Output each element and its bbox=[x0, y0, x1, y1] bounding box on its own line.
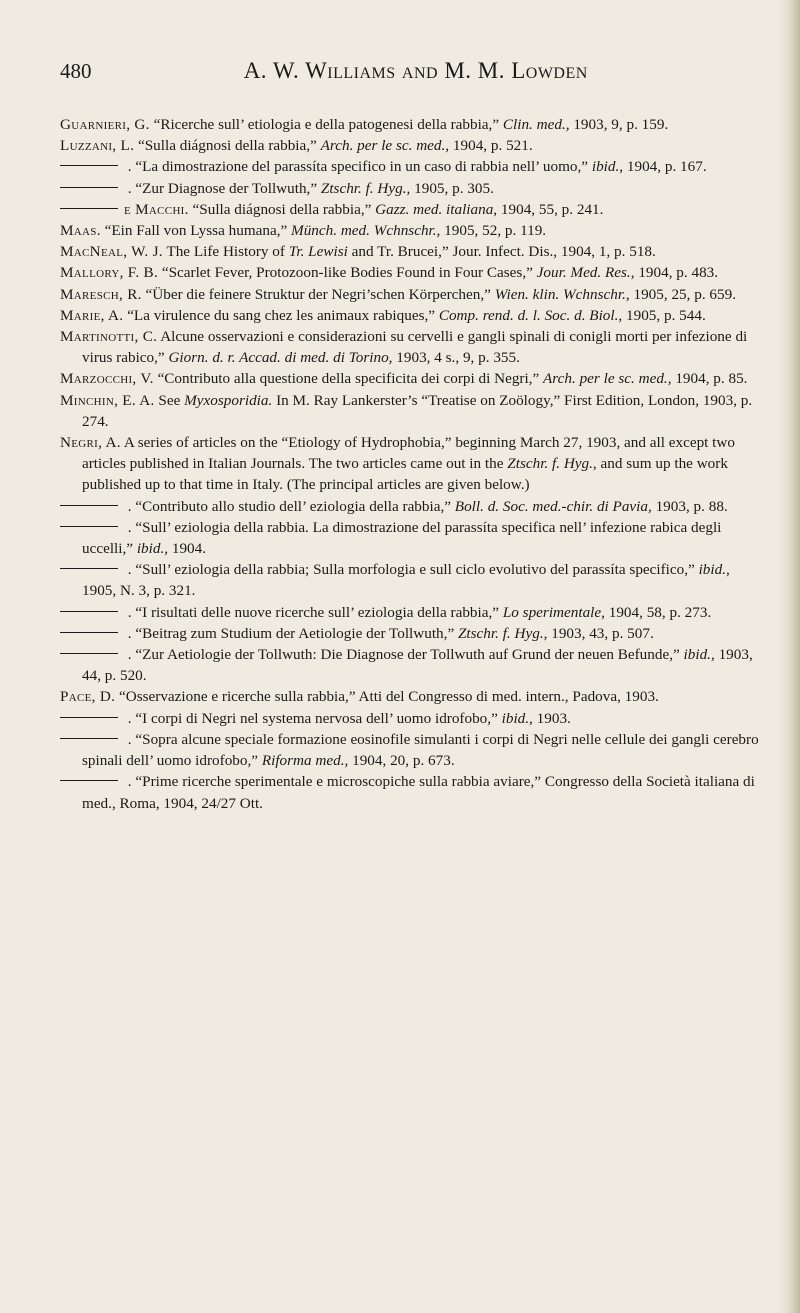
bibliography-entry bbox=[60, 326, 760, 368]
ditto-dash bbox=[60, 505, 118, 506]
entry-title: The Life History of bbox=[166, 243, 285, 261]
bibliography-entry bbox=[60, 135, 760, 156]
entry-title: . “Prime ricerche sperimentale e microscopiche sulla rabbia aviare,” Congresso della Società italiana di med., Roma, 1904, 24/27 Ott. bbox=[82, 773, 755, 812]
bibliography-entry bbox=[60, 729, 760, 771]
entry-title: “Osservazione e ricerche sulla rabbia,” Atti del Congresso di med. intern., Padova, 1903. bbox=[119, 688, 659, 706]
entry-title: “Ein Fall von Lyssa humana,” bbox=[104, 222, 288, 240]
entry-source: Ztschr. f. Hyg., bbox=[507, 455, 597, 473]
bibliography-entry bbox=[60, 368, 760, 389]
ditto-dash bbox=[60, 187, 118, 188]
bibliography-entry bbox=[60, 496, 760, 517]
bibliography-entry bbox=[60, 602, 760, 623]
entry-author: Mallory, F. B. bbox=[60, 264, 159, 282]
ditto-dash bbox=[60, 632, 118, 633]
entry-title: . “Sopra alcune speciale formazione eosinofile simulanti i corpi di Negri nelle cellule dei gangli cerebro spinali dell’ uomo idrofobo,” bbox=[82, 730, 759, 770]
entry-title: . “Zur Diagnose der Tollwuth,” bbox=[127, 179, 318, 197]
entry-author: Luzzani, L. bbox=[60, 137, 135, 155]
entry-source: Ztschr. f. Hyg., bbox=[320, 179, 411, 197]
entry-author: Maresch, R. bbox=[60, 285, 142, 303]
bibliography-entry bbox=[60, 623, 760, 644]
entry-title: . “Sull’ eziologia della rabbia; Sulla morfologia e sull ciclo evolutivo del parassíta specifico,” bbox=[127, 561, 695, 579]
ditto-dash bbox=[60, 717, 118, 718]
bibliography-entry bbox=[60, 517, 760, 559]
bibliography-entry bbox=[60, 708, 760, 729]
entry-details: 1903, p. 88. bbox=[655, 497, 728, 515]
entry-details: In M. Ray Lankerster’s “Treatise on Zoölogy,” First Edition, London, 1903, p. 274. bbox=[82, 391, 753, 430]
entry-source: ibid., bbox=[683, 646, 715, 664]
entry-title: “Ricerche sull’ etiologia e della patogenesi della rabbia,” bbox=[153, 116, 500, 133]
entry-title: . “Sull’ eziologia della rabbia. La dimostrazione del parassíta specifica nell’ infezione rabica degli uccelli,” bbox=[82, 518, 722, 558]
ditto-dash bbox=[60, 165, 118, 166]
entry-details: 1904, 55, p. 241. bbox=[500, 200, 604, 218]
entry-details: 1903, 9, p. 159. bbox=[573, 116, 669, 133]
entry-author: Negri, A. bbox=[60, 434, 121, 452]
entry-details: 1905, p. 544. bbox=[626, 306, 706, 324]
entry-title: . “Beitrag zum Studium der Aetiologie der Tollwuth,” bbox=[127, 624, 455, 642]
ditto-dash bbox=[60, 208, 118, 209]
entry-details: 1904, p. 85. bbox=[675, 370, 748, 388]
entry-details: and sum up the work published up to that time in Italy. (The principal articles are given below.) bbox=[82, 455, 728, 494]
entry-source: Lo sperimentale, bbox=[502, 603, 605, 621]
ditto-dash bbox=[60, 653, 118, 654]
entry-author: Maas. bbox=[60, 222, 101, 240]
entry-title: Alcune osservazioni e considerazioni su cervelli e gangli spinali di conigli morti per infezione di virus rabico,” bbox=[82, 328, 748, 367]
bibliography-entry bbox=[60, 220, 760, 241]
entry-title: . “Zur Aetiologie der Tollwuth: Die Diagnose der Tollwuth auf Grund der neuen Befunde,” bbox=[127, 646, 680, 664]
entry-details: 1904, 58, p. 273. bbox=[608, 603, 712, 621]
bibliography-entry bbox=[60, 178, 760, 199]
entry-source: Clin. med., bbox=[502, 116, 570, 133]
entry-source: Gazz. med. italiana, bbox=[375, 200, 498, 218]
entry-title: “La virulence du sang chez les animaux rabiques,” bbox=[127, 306, 436, 324]
entry-author: Martinotti, C. bbox=[60, 328, 158, 346]
entry-details: 1904. bbox=[171, 540, 207, 558]
entry-source: Arch. per le sc. med., bbox=[320, 137, 450, 155]
entry-source: ibid., bbox=[698, 561, 730, 579]
entry-details: 1903, 4 s., 9, p. 355. bbox=[396, 349, 520, 367]
entry-source: Jour. Med. Res., bbox=[536, 264, 635, 282]
entry-details: 1904, 20, p. 673. bbox=[352, 752, 455, 770]
bibliography-entry bbox=[60, 199, 760, 220]
entry-details: 1905, N. 3, p. 321. bbox=[82, 582, 196, 600]
entry-source: Myxosporidia. bbox=[184, 391, 273, 409]
bibliography-entry bbox=[60, 390, 760, 432]
entry-details: 1905, 25, p. 659. bbox=[633, 285, 736, 303]
entry-author: Marie, A. bbox=[60, 306, 124, 324]
entry-title: “Contributo alla questione della specificita dei corpi di Negri,” bbox=[157, 370, 540, 388]
entry-source: ibid., bbox=[591, 158, 624, 176]
bibliography-list bbox=[60, 114, 760, 814]
entry-author: Pace, D. bbox=[60, 688, 116, 706]
entry-title: . “Contributo allo studio dell’ eziologia della rabbia,” bbox=[127, 497, 451, 515]
bibliography-entry bbox=[60, 156, 760, 177]
entry-title: “Scarlet Fever, Protozoon-like Bodies Found in Four Cases,” bbox=[161, 264, 533, 282]
bibliography-entry bbox=[60, 305, 760, 326]
entry-source: Ztschr. f. Hyg., bbox=[457, 624, 548, 642]
entry-author: e Macchi. bbox=[124, 200, 189, 218]
entry-details: 1904, p. 167. bbox=[626, 158, 707, 176]
entry-author: Marzocchi, V. bbox=[60, 370, 154, 388]
entry-details: 1903, 44, p. 520. bbox=[82, 646, 753, 685]
entry-source: Münch. med. Wchnschr., bbox=[291, 222, 441, 240]
entry-source: Riforma med., bbox=[261, 752, 349, 770]
entry-title: “Sulla diágnosi della rabbia,” bbox=[192, 200, 372, 218]
entry-details: 1905, 52, p. 119. bbox=[444, 222, 547, 240]
entry-details: and Tr. Brucei,” Jour. Infect. Dis., 1904, 1, p. 518. bbox=[351, 243, 656, 261]
entry-source: Arch. per le sc. med., bbox=[543, 370, 672, 388]
page-number: 480 bbox=[60, 59, 92, 83]
entry-title: . “I risultati delle nuove ricerche sull’ eziologia della rabbia,” bbox=[127, 603, 500, 621]
entry-details: 1905, p. 305. bbox=[414, 179, 494, 197]
running-head: A. W. Williams and M. M. Lowden bbox=[243, 58, 588, 83]
bibliography-entry bbox=[60, 432, 760, 496]
entry-source: ibid., bbox=[136, 540, 169, 558]
bibliography-entry bbox=[60, 771, 760, 813]
entry-title: A series of articles on the “Etiology of Hydrophobia,” beginning March 27, 1903, and all except two articles published in Italian Journals. The two articles came out in the bbox=[82, 434, 735, 473]
entry-author: MacNeal, W. J. bbox=[60, 243, 163, 261]
ditto-dash bbox=[60, 526, 118, 527]
bibliography-entry bbox=[60, 644, 760, 686]
entry-title: “Sulla diágnosi della rabbia,” bbox=[137, 137, 317, 155]
entry-title: “Über die feinere Struktur der Negri’schen Körperchen,” bbox=[145, 285, 491, 303]
entry-details: 1903, 43, p. 507. bbox=[551, 624, 654, 642]
entry-author: Guarnieri, G. bbox=[60, 116, 150, 133]
bibliography-entry bbox=[60, 686, 760, 707]
entry-source: Comp. rend. d. l. Soc. d. Biol., bbox=[438, 306, 623, 324]
entry-title: See bbox=[158, 391, 181, 409]
ditto-dash bbox=[60, 611, 118, 612]
entry-source: Tr. Lewisi bbox=[288, 243, 348, 261]
page-header bbox=[60, 58, 740, 98]
entry-title: . “La dimostrazione del parassíta specifico in un caso di rabbia nell’ uomo,” bbox=[127, 158, 589, 176]
page-edge-shadow bbox=[778, 0, 800, 1313]
entry-details: 1904, p. 483. bbox=[638, 264, 719, 282]
entry-source: Giorn. d. r. Accad. di med. di Torino, bbox=[168, 349, 393, 367]
entry-source: ibid., bbox=[501, 709, 533, 727]
ditto-dash bbox=[60, 780, 118, 781]
bibliography-entry bbox=[60, 262, 760, 283]
bibliography-entry bbox=[60, 114, 760, 135]
entry-source: Wien. klin. Wchnschr., bbox=[494, 285, 630, 303]
entry-details: 1904, p. 521. bbox=[452, 137, 533, 155]
entry-title: . “I corpi di Negri nel systema nervosa dell’ uomo idrofobo,” bbox=[127, 709, 498, 727]
bibliography-entry bbox=[60, 284, 760, 305]
entry-details: 1903. bbox=[536, 709, 571, 727]
entry-source: Boll. d. Soc. med.-chir. di Pavia, bbox=[454, 497, 652, 515]
ditto-dash bbox=[60, 568, 118, 569]
bibliography-entry bbox=[60, 559, 760, 601]
entry-author: Minchin, E. A. bbox=[60, 391, 155, 409]
bibliography-entry bbox=[60, 241, 760, 262]
ditto-dash bbox=[60, 738, 118, 739]
